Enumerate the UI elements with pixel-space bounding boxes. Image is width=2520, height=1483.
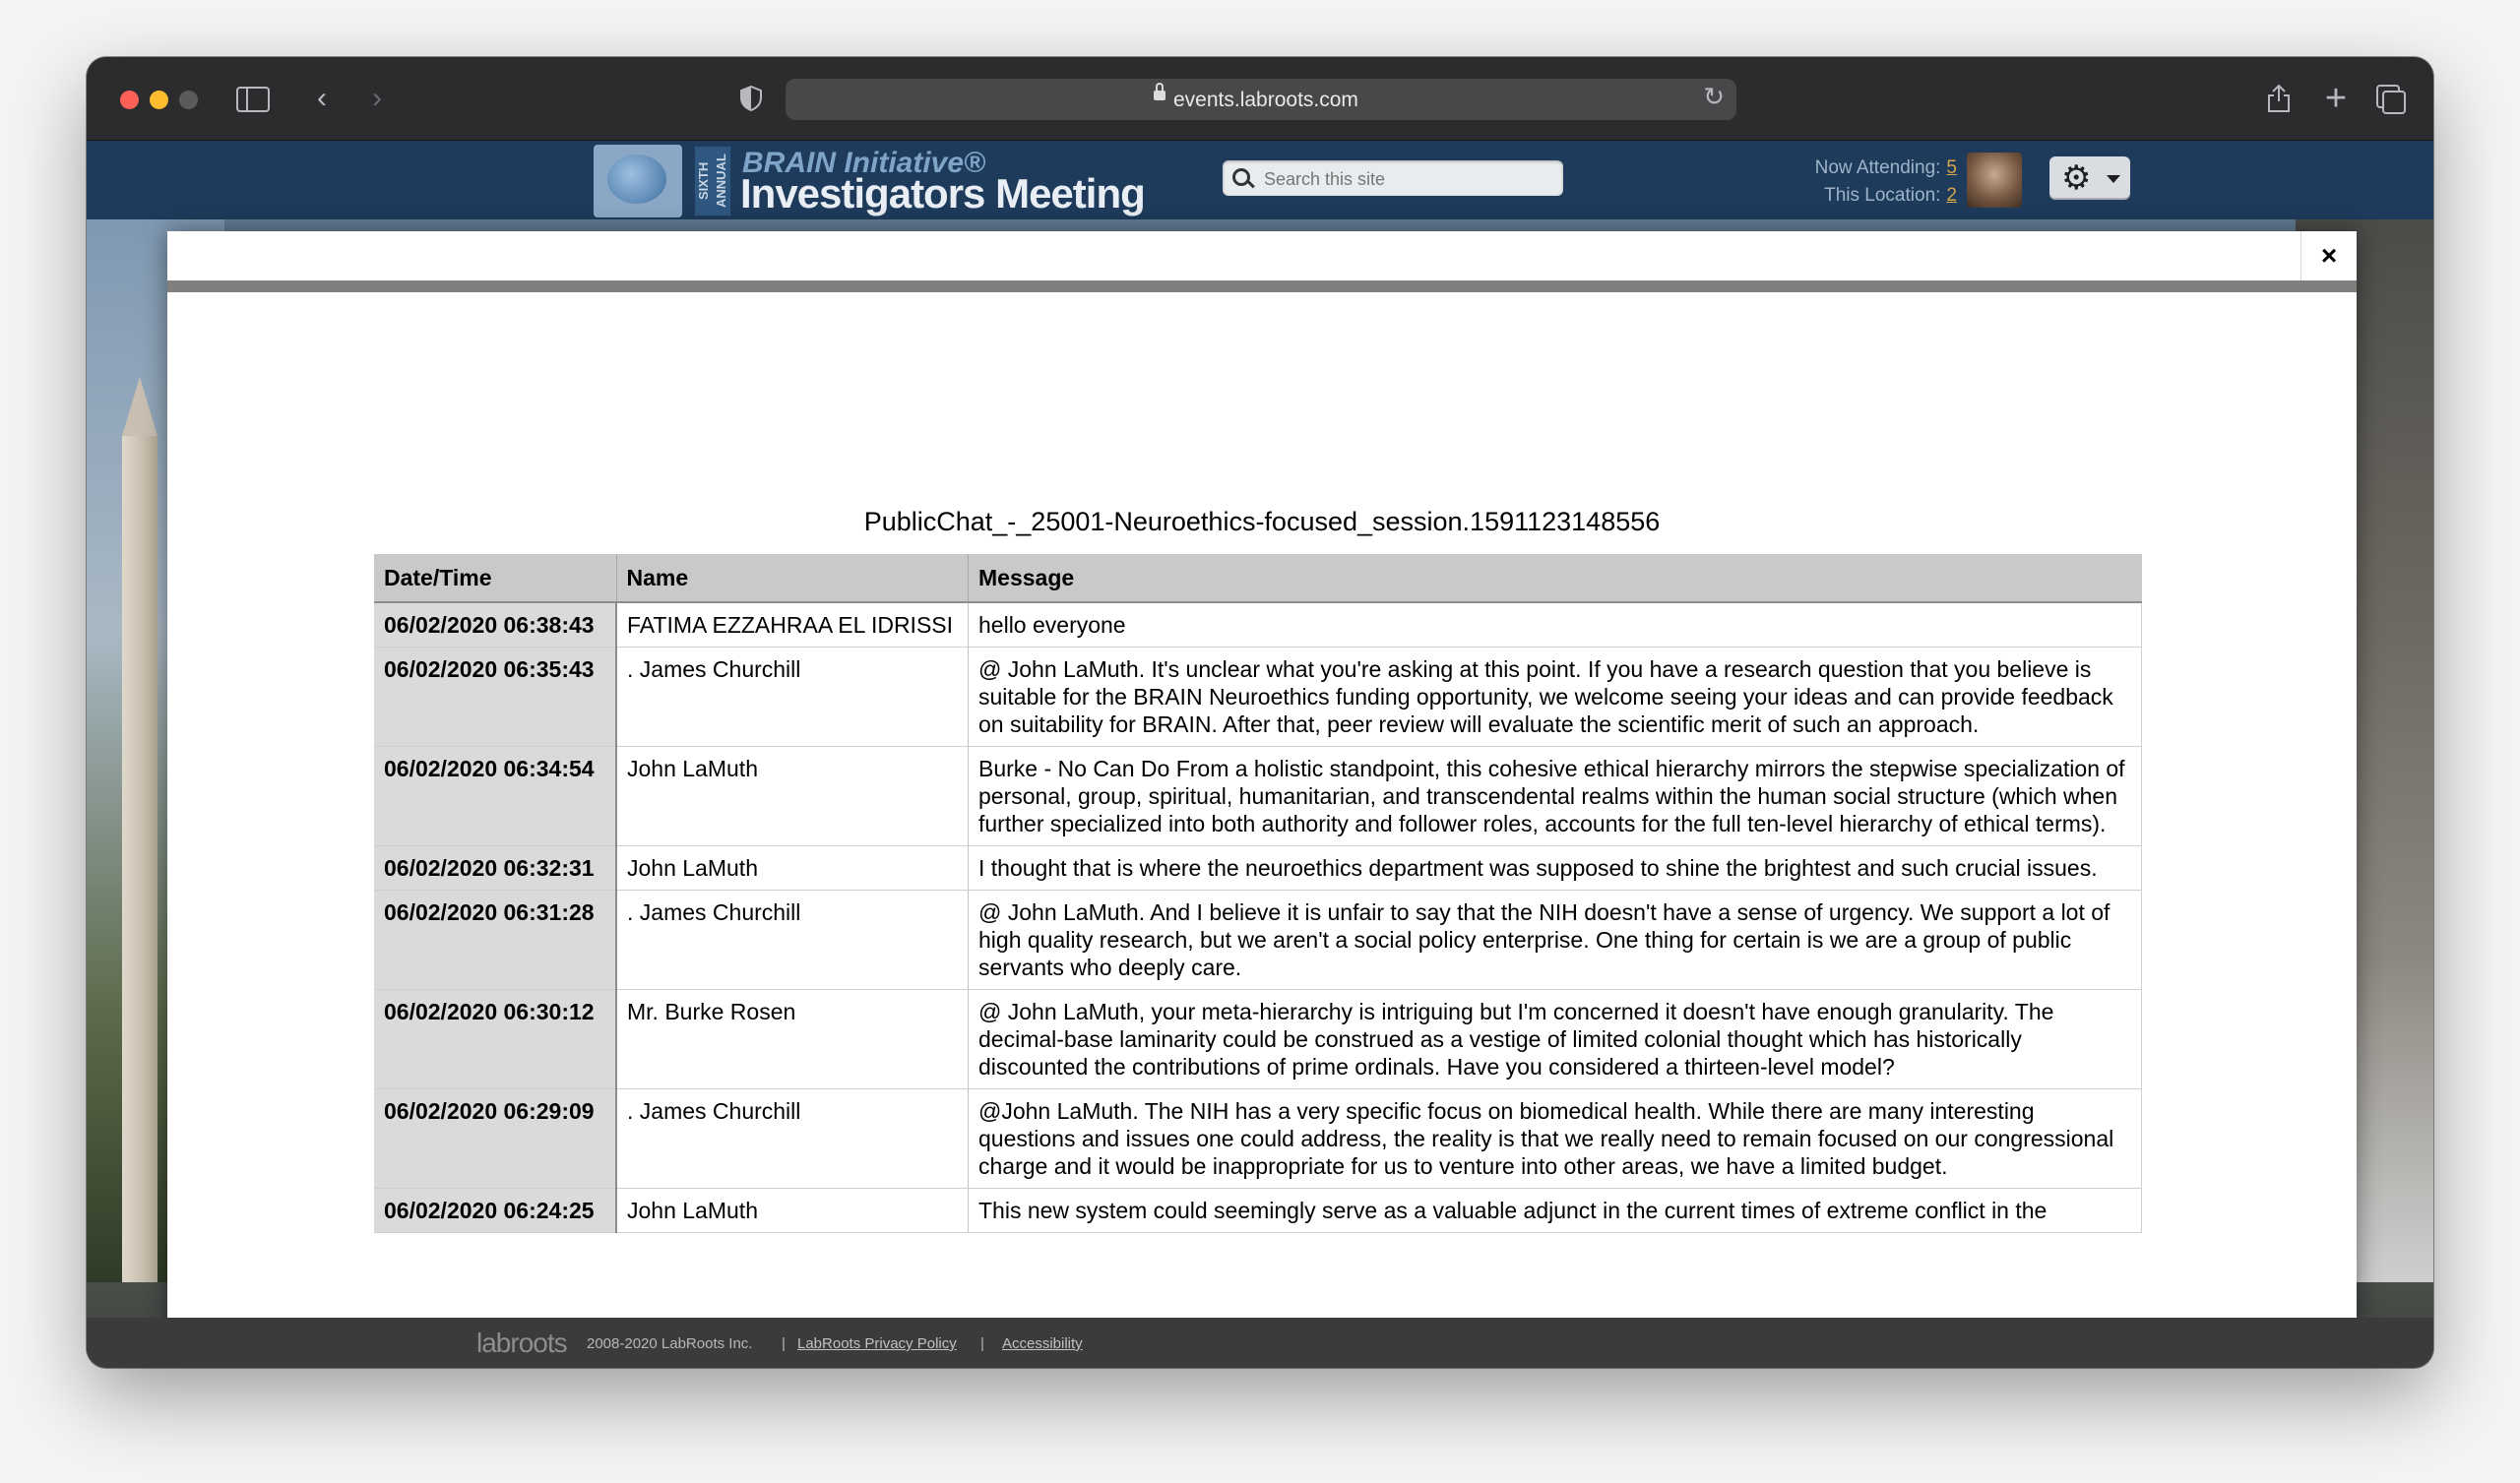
address-bar[interactable]: [786, 79, 1736, 120]
column-header-name: Name: [616, 554, 969, 602]
accessibility-link[interactable]: Accessibility: [1002, 1335, 1083, 1352]
reload-icon[interactable]: ↻: [1703, 82, 1725, 111]
row-message: @ John LaMuth. It's unclear what you're asking at this point. If you have a research question that you believe is suitable for the BRAIN Neuroethics funding opportunity, we welcome seeing your ideas and can provide feedback on suitability for BRAIN. After that, peer review will evaluate the scientific merit of such an approach.: [969, 648, 2142, 747]
row-message: hello everyone: [969, 602, 2142, 648]
logo-annual-label: SIXTH ANNUAL: [695, 147, 730, 216]
settings-menu-button[interactable]: [2049, 156, 2130, 200]
search-input[interactable]: [1262, 164, 1551, 194]
modal-header: [167, 231, 2357, 280]
chat-log-modal: [167, 231, 2357, 1363]
row-message: @ John LaMuth, your meta-hierarchy is intriguing but I'm concerned it doesn't have enough granularity. The decimal-base laminarity could be construed as a vestige of limited colonial thought which has historically discounted the contributions of prime ordinals. Have you considered a thirteen-level model?: [969, 990, 2142, 1089]
chat-log-title: PublicChat_-_25001-Neuroethics-focused_session.1591123148556: [863, 507, 1661, 536]
this-location-label: This Location:: [1824, 185, 1941, 206]
modal-close-button[interactable]: ×: [2300, 231, 2357, 280]
web-page: [87, 141, 2433, 1368]
minimize-window-button[interactable]: [150, 91, 168, 109]
row-datetime: 06/02/2020 06:38:43: [374, 602, 616, 648]
row-message: @ John LaMuth. And I believe it is unfair to say that the NIH doesn't have a sense of urgency. We support a lot of high quality research, but we aren't a social policy enterprise. One thing for certain is we are a group of public servants who deeply care.: [969, 891, 2142, 990]
now-attending-row: [1622, 154, 1957, 182]
footer-separator: |: [980, 1335, 984, 1352]
site-search: [1223, 160, 1563, 196]
site-header: [87, 141, 2433, 219]
modal-content: [179, 292, 2345, 1320]
table-row: [374, 1189, 2142, 1233]
table-header-row: [374, 554, 2142, 602]
monument-shaft: [122, 436, 158, 1282]
row-name: John LaMuth: [616, 747, 969, 846]
row-datetime: 06/02/2020 06:29:09: [374, 1089, 616, 1189]
forward-arrow-icon[interactable]: ›: [372, 82, 382, 114]
column-header-message: Message: [969, 554, 2142, 602]
browser-toolbar: [87, 57, 2433, 141]
row-datetime: 06/02/2020 06:34:54: [374, 747, 616, 846]
logo-meeting-text[interactable]: Investigators Meeting: [740, 170, 1145, 216]
row-datetime: 06/02/2020 06:24:25: [374, 1189, 616, 1233]
footer-separator: |: [782, 1335, 786, 1352]
column-header-datetime: Date/Time: [374, 554, 616, 602]
site-footer: [87, 1318, 2433, 1368]
row-name: . James Churchill: [616, 648, 969, 747]
row-datetime: 06/02/2020 06:30:12: [374, 990, 616, 1089]
this-location-count[interactable]: 2: [1946, 185, 1957, 206]
row-message: Burke - No Can Do From a holistic standpoint, this cohesive ethical hierarchy mirrors the stepwise specialization of personal, group, spiritual, humanitarian, and transcendental realms within the human social structure (which when further specialized into both authority and follower roles, accounts for the full ten-level hierarchy of ethical terms).: [969, 747, 2142, 846]
row-message: I thought that is where the neuroethics department was supposed to shine the brightest and such crucial issues.: [969, 846, 2142, 891]
chevron-down-icon: [2107, 175, 2120, 183]
row-name: FATIMA EZZAHRAA EL IDRISSI: [616, 602, 969, 648]
table-row: [374, 1089, 2142, 1189]
footer-copyright: 2008-2020 LabRoots Inc.: [587, 1335, 753, 1352]
search-icon: [1232, 168, 1250, 186]
address-url: events.labroots.com: [1173, 89, 1358, 111]
share-icon[interactable]: [2262, 79, 2296, 118]
privacy-shield-icon[interactable]: [736, 79, 766, 118]
row-datetime: 06/02/2020 06:31:28: [374, 891, 616, 990]
logo-initiative-text: BRAIN Initiative®: [742, 147, 986, 179]
row-datetime: 06/02/2020 06:32:31: [374, 846, 616, 891]
row-message: @John LaMuth. The NIH has a very specific focus on biomedical health. While there are many interesting questions and issues one could address, the reality is that we really need to remain focused on our congressional charge and it would be inappropriate for us to venture into other areas, we have a limited budget.: [969, 1089, 2142, 1189]
table-row: [374, 602, 2142, 648]
privacy-policy-link[interactable]: LabRoots Privacy Policy: [797, 1335, 957, 1352]
tab-overview-icon[interactable]: [2372, 79, 2406, 118]
lock-icon: [1154, 91, 1166, 100]
back-arrow-icon[interactable]: ‹: [317, 82, 327, 114]
table-row: [374, 846, 2142, 891]
zoom-window-button[interactable]: [179, 91, 198, 109]
brain-logo-icon[interactable]: [594, 145, 682, 217]
row-datetime: 06/02/2020 06:35:43: [374, 648, 616, 747]
new-tab-icon[interactable]: +: [2324, 78, 2348, 119]
chat-log-table: [374, 554, 2142, 1233]
row-name: John LaMuth: [616, 846, 969, 891]
table-row: [374, 747, 2142, 846]
gear-icon: ⚙: [2061, 159, 2092, 197]
attendance-info: [1622, 154, 1957, 210]
row-name: Mr. Burke Rosen: [616, 990, 969, 1089]
table-row: [374, 648, 2142, 747]
sidebar-toggle-icon[interactable]: [236, 79, 270, 118]
row-name: . James Churchill: [616, 891, 969, 990]
row-message: This new system could seemingly serve as a valuable adjunct in the current times of extreme conflict in the: [969, 1189, 2142, 1233]
table-row: [374, 990, 2142, 1089]
monument-top: [122, 377, 158, 436]
table-row: [374, 891, 2142, 990]
this-location-row: [1622, 182, 1957, 210]
row-name: . James Churchill: [616, 1089, 969, 1189]
browser-window: [87, 57, 2433, 1368]
row-name: John LaMuth: [616, 1189, 969, 1233]
now-attending-count[interactable]: 5: [1946, 157, 1957, 178]
labroots-logo[interactable]: labroots: [476, 1328, 567, 1358]
now-attending-label: Now Attending:: [1814, 157, 1941, 178]
close-window-button[interactable]: [120, 91, 139, 109]
user-avatar[interactable]: [1967, 153, 2022, 208]
modal-divider: [167, 280, 2357, 292]
